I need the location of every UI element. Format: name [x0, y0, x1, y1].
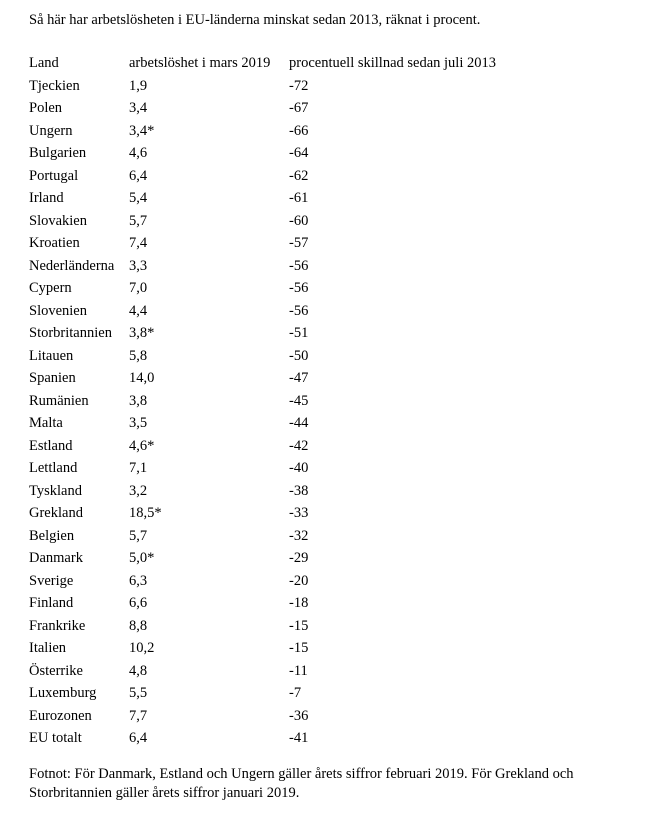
unemployment-rate-cell: 18,5* — [129, 505, 162, 521]
table-row — [27, 682, 511, 705]
percent-change-cell: -57 — [289, 235, 309, 251]
country-cell: Bulgarien — [29, 145, 87, 161]
country-cell: Danmark — [29, 550, 83, 566]
country-cell: Estland — [29, 437, 73, 454]
unemployment-rate-cell: 6,4 — [129, 167, 148, 184]
country-cell: Österrike — [29, 662, 83, 679]
table-row — [27, 435, 511, 458]
header-percent-change: procentuell skillnad sedan juli 2013 — [289, 55, 496, 71]
percent-change-cell: -61 — [289, 190, 309, 206]
country-cell: Ungern — [29, 122, 73, 139]
unemployment-rate-cell: 1,9 — [129, 77, 148, 94]
unemployment-rate-cell: 5,5 — [129, 685, 148, 701]
table-row — [27, 300, 511, 323]
table-row — [27, 97, 511, 120]
unemployment-rate-cell: 6,3 — [129, 572, 148, 589]
percent-change-cell: -29 — [289, 550, 309, 566]
page-title: Så här har arbetslösheten i EU-länderna minskat sedan 2013, räknat i procent. — [29, 12, 481, 28]
percent-change-cell: -18 — [289, 595, 309, 611]
table-row — [27, 322, 511, 345]
percent-change-cell: -11 — [289, 662, 308, 679]
unemployment-rate-cell: 4,4 — [129, 302, 148, 319]
country-cell: Tyskland — [29, 482, 82, 499]
table-row — [27, 727, 511, 750]
unemployment-rate-cell: 5,0* — [129, 550, 155, 566]
table-row — [27, 547, 511, 570]
unemployment-rate-cell: 4,8 — [129, 662, 148, 679]
country-cell: Belgien — [29, 527, 75, 544]
percent-change-cell: -66 — [289, 122, 309, 139]
unemployment-rate-cell: 14,0 — [129, 370, 155, 386]
country-cell: Sverige — [29, 572, 74, 589]
country-cell: Eurozonen — [29, 707, 92, 724]
table-row — [27, 457, 511, 480]
unemployment-rate-cell: 3,8 — [129, 392, 148, 409]
country-cell: Rumänien — [29, 392, 89, 409]
percent-change-cell: -62 — [289, 167, 309, 184]
percent-change-cell: -42 — [289, 437, 309, 454]
table-row — [27, 345, 511, 368]
table-header-row — [27, 52, 511, 75]
unemployment-rate-cell: 3,5 — [129, 415, 148, 431]
unemployment-rate-cell: 6,4 — [129, 730, 148, 746]
percent-change-cell: -15 — [289, 640, 309, 656]
header-land: Land — [29, 55, 59, 71]
percent-change-cell: -38 — [289, 482, 309, 499]
country-cell: Kroatien — [29, 235, 80, 251]
percent-change-cell: -67 — [289, 100, 309, 116]
table-row — [27, 120, 511, 143]
percent-change-cell: -20 — [289, 572, 309, 589]
country-cell: Slovenien — [29, 302, 87, 319]
unemployment-rate-cell: 7,1 — [129, 460, 148, 476]
unemployment-rate-cell: 7,4 — [129, 235, 148, 251]
percent-change-cell: -56 — [289, 302, 309, 319]
table-row — [27, 480, 511, 503]
country-cell: EU totalt — [29, 730, 82, 746]
table-row — [27, 592, 511, 615]
percent-change-cell: -51 — [289, 325, 309, 341]
table-row — [27, 502, 511, 525]
table-row — [27, 390, 511, 413]
percent-change-cell: -15 — [289, 617, 309, 634]
unemployment-rate-cell: 4,6 — [129, 145, 148, 161]
country-cell: Polen — [29, 100, 63, 116]
country-cell: Luxemburg — [29, 685, 97, 701]
table-row — [27, 255, 511, 278]
unemployment-rate-cell: 10,2 — [129, 640, 155, 656]
table-row — [27, 165, 511, 188]
country-cell: Grekland — [29, 505, 83, 521]
country-cell: Storbritannien — [29, 325, 112, 341]
unemployment-rate-cell: 3,4 — [129, 100, 148, 116]
unemployment-rate-cell: 3,8* — [129, 325, 155, 341]
table-row — [27, 210, 511, 233]
percent-change-cell: -72 — [289, 77, 309, 94]
unemployment-rate-cell: 3,4* — [129, 122, 155, 139]
table-row — [27, 705, 511, 728]
country-cell: Finland — [29, 595, 74, 611]
unemployment-rate-cell: 8,8 — [129, 617, 148, 634]
country-cell: Litauen — [29, 347, 74, 364]
table-body — [27, 52, 511, 750]
percent-change-cell: -45 — [289, 392, 309, 409]
country-cell: Lettland — [29, 460, 78, 476]
percent-change-cell: -33 — [289, 505, 309, 521]
percent-change-cell: -56 — [289, 280, 309, 296]
table-row — [27, 570, 511, 593]
table-row — [27, 525, 511, 548]
table-row — [27, 232, 511, 255]
percent-change-cell: -60 — [289, 212, 309, 229]
unemployment-rate-cell: 6,6 — [129, 595, 148, 611]
unemployment-rate-cell: 5,7 — [129, 212, 148, 229]
unemployment-rate-cell: 3,3 — [129, 257, 148, 274]
footnote: Fotnot: För Danmark, Estland och Ungern gäller årets siffror februari 2019. För Grekland och Storbritannien gäller årets siffror januari 2019. — [29, 766, 574, 801]
percent-change-cell: -50 — [289, 347, 309, 364]
percent-change-cell: -40 — [289, 460, 309, 476]
country-cell: Slovakien — [29, 212, 87, 229]
percent-change-cell: -7 — [289, 685, 302, 701]
table-row — [27, 660, 511, 683]
percent-change-cell: -41 — [289, 730, 309, 746]
table-row — [27, 637, 511, 660]
unemployment-rate-cell: 5,7 — [129, 527, 148, 544]
country-cell: Tjeckien — [29, 77, 80, 94]
country-cell: Portugal — [29, 167, 79, 184]
percent-change-cell: -32 — [289, 527, 309, 544]
percent-change-cell: -56 — [289, 257, 309, 274]
percent-change-cell: -36 — [289, 707, 309, 724]
country-cell: Italien — [29, 640, 67, 656]
table-row — [27, 367, 511, 390]
percent-change-cell: -47 — [289, 370, 309, 386]
table-row — [27, 615, 511, 638]
country-cell: Malta — [29, 415, 63, 431]
country-cell: Spanien — [29, 370, 76, 386]
table-row — [27, 75, 511, 98]
table-row — [27, 187, 511, 210]
unemployment-rate-cell: 5,4 — [129, 190, 148, 206]
country-cell: Cypern — [29, 280, 72, 296]
unemployment-table — [27, 52, 511, 750]
country-cell: Irland — [29, 190, 64, 206]
table-row — [27, 412, 511, 435]
country-cell: Frankrike — [29, 617, 86, 634]
unemployment-rate-cell: 7,7 — [129, 707, 148, 724]
country-cell: Nederländerna — [29, 257, 115, 274]
percent-change-cell: -44 — [289, 415, 309, 431]
table-row — [27, 277, 511, 300]
percent-change-cell: -64 — [289, 145, 309, 161]
table-row — [27, 142, 511, 165]
unemployment-rate-cell: 3,2 — [129, 482, 148, 499]
unemployment-rate-cell: 5,8 — [129, 347, 148, 364]
header-unemployment-rate: arbetslöshet i mars 2019 — [129, 55, 271, 71]
unemployment-rate-cell: 7,0 — [129, 280, 148, 296]
unemployment-rate-cell: 4,6* — [129, 437, 155, 454]
